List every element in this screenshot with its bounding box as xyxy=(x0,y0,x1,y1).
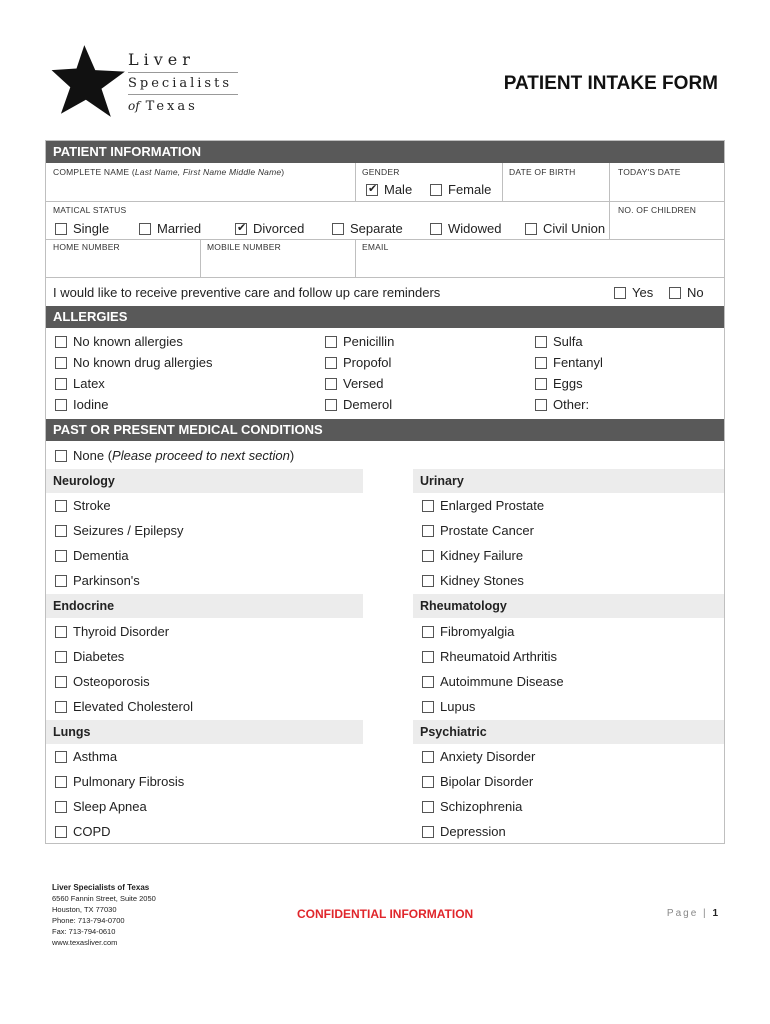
page-number: Page | 1 xyxy=(666,908,718,919)
condition-checkbox[interactable]: Elevated Cholesterol xyxy=(55,699,193,714)
marital-single-checkbox[interactable]: Single xyxy=(55,221,109,236)
section-patient-information: PATIENT INFORMATION xyxy=(46,141,724,163)
section-medical-conditions: PAST OR PRESENT MEDICAL CONDITIONS xyxy=(46,419,724,441)
logo-line2: Specialists xyxy=(128,76,232,91)
allergy-checkbox[interactable]: Penicillin xyxy=(325,334,394,349)
footer-contact xyxy=(52,882,156,948)
condition-checkbox[interactable]: Dementia xyxy=(55,548,129,563)
allergy-checkbox[interactable]: Iodine xyxy=(55,397,108,412)
category-neurology: Neurology xyxy=(46,469,363,493)
footer-phone: Phone: 713-794-0700 xyxy=(52,916,125,925)
marital-status-cell xyxy=(46,202,610,240)
reminders-text: I would like to receive preventive care and follow up care reminders xyxy=(53,285,441,300)
gender-female-checkbox[interactable]: Female xyxy=(430,182,491,197)
allergy-checkbox[interactable]: Fentanyl xyxy=(535,355,603,370)
allergy-checkbox[interactable]: Latex xyxy=(55,376,105,391)
allergy-checkbox[interactable]: Eggs xyxy=(535,376,583,391)
condition-checkbox[interactable]: Lupus xyxy=(422,699,475,714)
gender-male-checkbox[interactable]: ✔ Male xyxy=(366,182,412,197)
condition-checkbox[interactable]: Diabetes xyxy=(55,649,124,664)
condition-checkbox[interactable]: Bipolar Disorder xyxy=(422,774,533,789)
todays-date-field[interactable]: TODAY'S DATE xyxy=(610,163,724,202)
condition-checkbox[interactable]: Rheumatoid Arthritis xyxy=(422,649,557,664)
allergy-checkbox[interactable]: No known allergies xyxy=(55,334,183,349)
intake-form xyxy=(45,140,725,844)
allergy-checkbox[interactable]: Demerol xyxy=(325,397,392,412)
allergy-checkbox[interactable]: Versed xyxy=(325,376,383,391)
condition-checkbox[interactable]: Depression xyxy=(422,824,506,839)
marital-civil-union-checkbox[interactable]: Civil Union xyxy=(525,221,605,236)
condition-checkbox[interactable]: Thyroid Disorder xyxy=(55,624,169,639)
footer-fax: Fax: 713-794-0610 xyxy=(52,927,116,936)
form-title: PATIENT INTAKE FORM xyxy=(503,73,718,94)
reminders-no-checkbox[interactable]: No xyxy=(669,285,704,300)
category-urinary: Urinary xyxy=(413,469,724,493)
allergy-checkbox[interactable]: Propofol xyxy=(325,355,391,370)
condition-checkbox[interactable]: Parkinson's xyxy=(55,573,140,588)
condition-checkbox[interactable]: Asthma xyxy=(55,749,117,764)
footer-website[interactable]: www.texasliver.com xyxy=(52,938,118,947)
gender-cell xyxy=(356,163,503,202)
category-lungs: Lungs xyxy=(46,720,363,744)
allergy-other-checkbox[interactable]: Other: xyxy=(535,397,589,412)
marital-widowed-checkbox[interactable]: Widowed xyxy=(430,221,501,236)
condition-checkbox[interactable]: Autoimmune Disease xyxy=(422,674,564,689)
category-psychiatric: Psychiatric xyxy=(413,720,724,744)
complete-name-field[interactable]: COMPLETE NAME (Last Name, First Name Middle Name) xyxy=(46,163,356,202)
reminders-yes-checkbox[interactable]: Yes xyxy=(614,285,653,300)
gender-label: GENDER xyxy=(362,167,400,177)
footer-address2: Houston, TX 77030 xyxy=(52,905,117,914)
condition-checkbox[interactable]: Kidney Failure xyxy=(422,548,523,563)
allergy-checkbox[interactable]: Sulfa xyxy=(535,334,583,349)
condition-checkbox[interactable]: Kidney Stones xyxy=(422,573,524,588)
condition-checkbox[interactable]: Seizures / Epilepsy xyxy=(55,523,184,538)
marital-status-label: MATICAL STATUS xyxy=(53,205,127,215)
condition-checkbox[interactable]: Osteoporosis xyxy=(55,674,150,689)
condition-checkbox[interactable]: Sleep Apnea xyxy=(55,799,147,814)
category-rheumatology: Rheumatology xyxy=(413,594,724,618)
date-of-birth-field[interactable]: DATE OF BIRTH xyxy=(503,163,610,202)
condition-checkbox[interactable]: Schizophrenia xyxy=(422,799,522,814)
condition-checkbox[interactable]: Fibromyalgia xyxy=(422,624,514,639)
marital-separate-checkbox[interactable]: Separate xyxy=(332,221,403,236)
logo-of: of xyxy=(128,99,140,113)
marital-married-checkbox[interactable]: Married xyxy=(139,221,201,236)
mobile-number-field[interactable]: MOBILE NUMBER xyxy=(201,240,356,278)
section-allergies: ALLERGIES xyxy=(46,306,724,328)
condition-checkbox[interactable]: Anxiety Disorder xyxy=(422,749,535,764)
condition-checkbox[interactable]: Prostate Cancer xyxy=(422,523,534,538)
condition-checkbox[interactable]: Pulmonary Fibrosis xyxy=(55,774,184,789)
footer-name: Liver Specialists of Texas xyxy=(52,883,150,892)
condition-checkbox[interactable]: Stroke xyxy=(55,498,111,513)
logo-wordmark xyxy=(128,50,238,114)
conditions-none-checkbox[interactable]: None ( Please proceed to next section ) xyxy=(55,448,294,463)
footer-address1: 6560 Fannin Street, Suite 2050 xyxy=(52,894,156,903)
logo-line3: Texas xyxy=(145,99,198,114)
marital-divorced-checkbox[interactable]: ✔ Divorced xyxy=(235,221,304,236)
logo-star-icon xyxy=(50,42,128,120)
allergy-checkbox[interactable]: No known drug allergies xyxy=(55,355,212,370)
confidential-notice: CONFIDENTIAL INFORMATION xyxy=(297,907,474,921)
logo-line1: Liver xyxy=(128,50,195,69)
condition-checkbox[interactable]: Enlarged Prostate xyxy=(422,498,544,513)
home-number-field[interactable]: HOME NUMBER xyxy=(46,240,201,278)
category-endocrine: Endocrine xyxy=(46,594,363,618)
number-of-children-field[interactable]: NO. OF CHILDREN xyxy=(610,202,724,240)
email-field[interactable]: EMAIL xyxy=(356,240,724,278)
condition-checkbox[interactable]: COPD xyxy=(55,824,111,839)
